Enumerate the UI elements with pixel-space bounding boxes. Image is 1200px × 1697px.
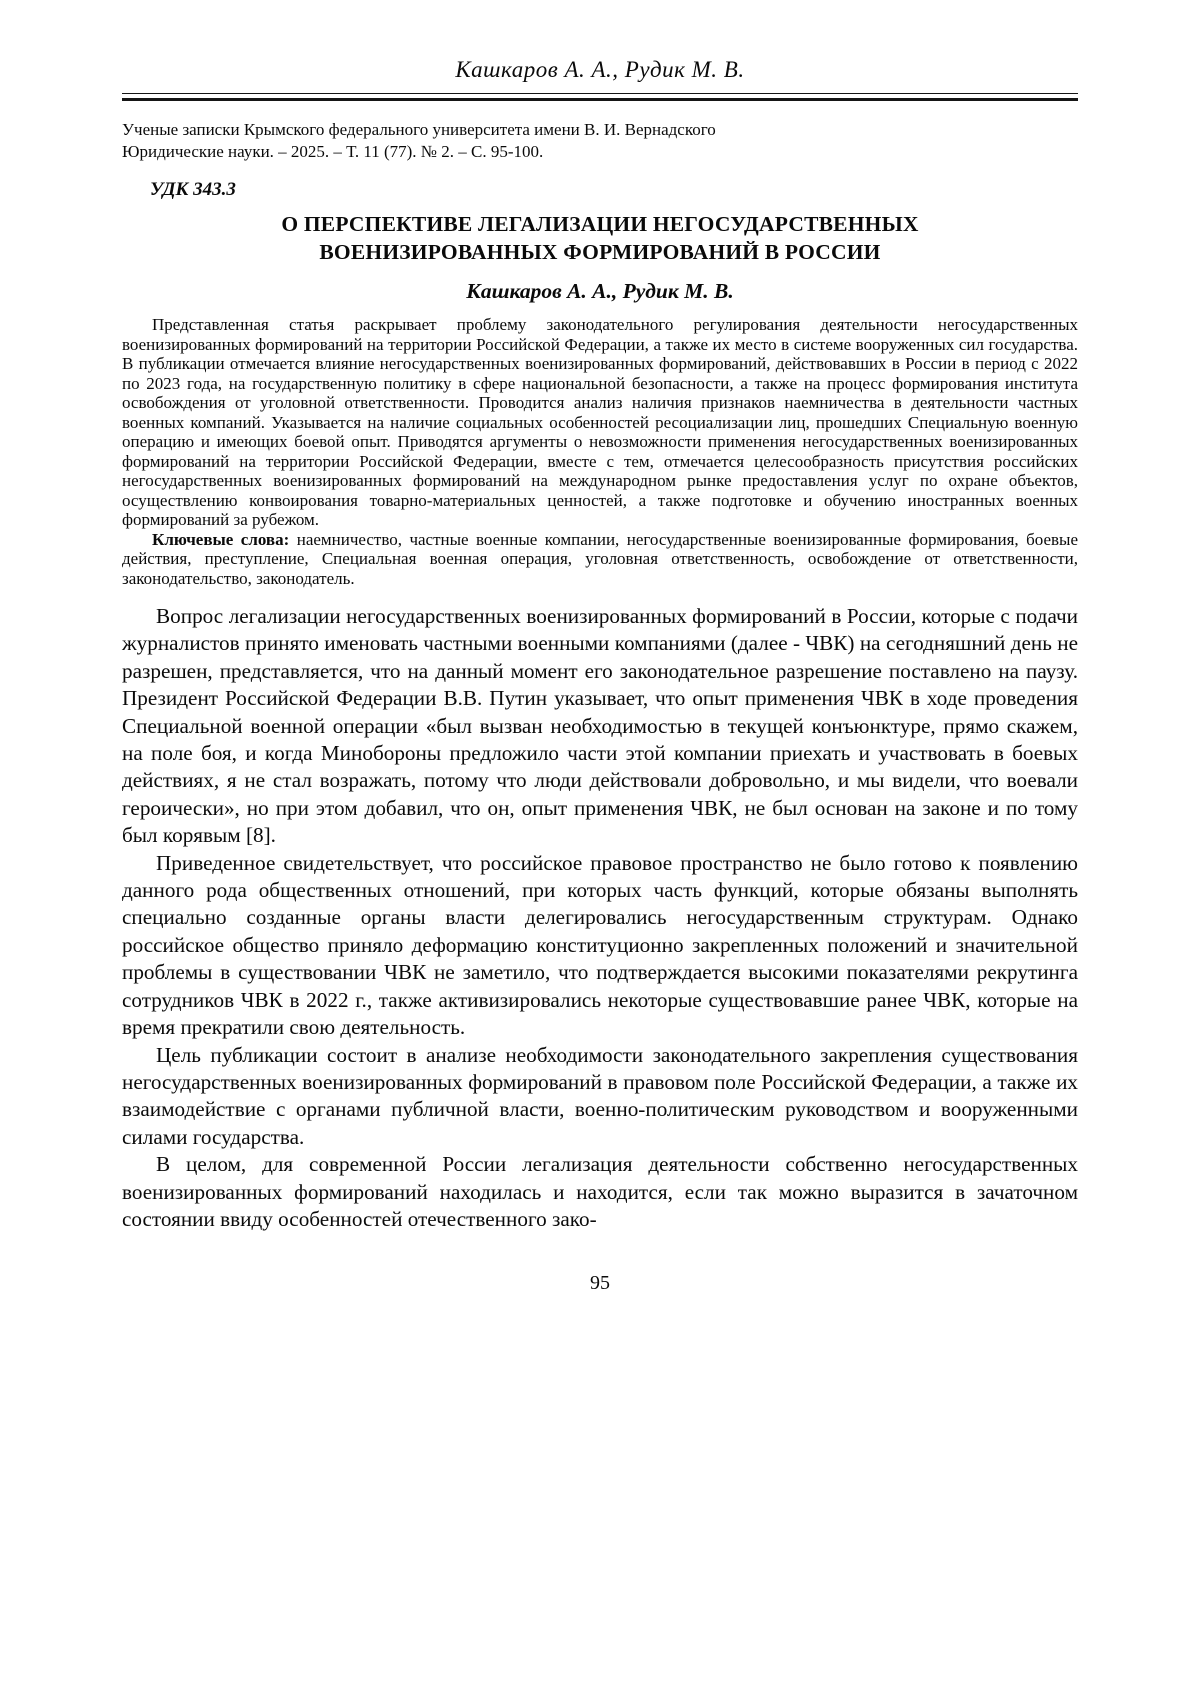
keywords-paragraph — [122, 530, 1078, 589]
page-number: 95 — [590, 1272, 610, 1295]
article-title-line-1: О ПЕРСПЕКТИВЕ ЛЕГАЛИЗАЦИИ НЕГОСУДАРСТВЕННЫХ — [281, 212, 919, 236]
article-authors: Кашкаров А. А., Рудик М. В. — [466, 279, 734, 303]
keywords-label: Ключевые слова: — [152, 529, 290, 549]
keywords-text: наемничество, частные военные компании, негосударственные военизированные формирования, боевые действия, преступление, Специальная военная операция, уголовная ответственность, освобождение от ответственности, законодательство, законодатель. — [122, 529, 1079, 588]
abstract-text: Представленная статья раскрывает проблему законодательного регулирования деятельности негосударственных военизированных формирований на территории Российской Федерации, а также их место в системе вооруженных сил государства. В публикации отмечается влияние негосударственных военизированных формирований, действовавших в России в период с 2022 по 2023 года, на государственную политику в сфере национальной безопасности, а также на процесс формирования института освобождения от уголовной ответственности. Проводится анализ наличия признаков наемничества в деятельности частных военных компаний. Указывается на наличие социальных особенностей ресоциализации лиц, прошедших Специальную военную операцию и имеющих боевой опыт. Приводятся аргументы о невозможности применения негосударственных военизированных формирований на территории Российской Федерации, вместе с тем, отмечается целесообразность присутствия российских негосударственных военизированных формирований на международном рынке предоставления услуг по охране объектов, осуществлению конвоирования товарно-материальных ценностей, а также подготовке и обучению иностранных военных формирований за рубежом. — [122, 315, 1078, 529]
article-body — [122, 603, 1078, 1233]
article-title-line-2: ВОЕНИЗИРОВАННЫХ ФОРМИРОВАНИЙ В РОССИИ — [319, 240, 881, 264]
article-title — [122, 210, 1078, 266]
page-content — [122, 56, 1078, 1295]
citation-line-2: Юридические науки. – 2025. – Т. 11 (77). № 2. – С. 95-100. — [122, 142, 544, 161]
header-rule — [122, 93, 1078, 101]
udc-code: УДК 343.3 — [150, 179, 236, 200]
body-paragraph-3: Цель публикации состоит в анализе необходимости законодательного закрепления существования негосударственных военизированных формирований в правовом поле Российской Федерации, а также их взаимодействие с органами публичной власти, военно-политическим руководством и вооруженными силами государства. — [122, 1042, 1078, 1149]
body-paragraph-1: Вопрос легализации негосударственных военизированных формирований в России, которые с подачи журналистов принято именовать частными военными компаниями (далее - ЧВК) на сегодняшний день не разрешен, представляется, что на данный момент его законодательное разрешение поставлено на паузу. Президент Российской Федерации В.В. Путин указывает, что опыт применения ЧВК в ходе проведения Специальной военной операции «был вызван необходимостью в текущей конъюнктуре, прямо скажем, на поле боя, и когда Минобороны предложило части этой компании приехать и участвовать в боевых действиях, я не стал возражать, потому что люди действовали добровольно, и мы видели, что воевали героически», но при этом добавил, что он, опыт применения ЧВК, не был основан на законе и по тому был корявым [8]. — [122, 604, 1078, 848]
journal-citation — [122, 119, 1078, 163]
body-paragraph-4: В целом, для современной России легализация деятельности собственно негосударственных военизированных формирований находилась и находится, если так можно выразится в зачаточном состоянии ввиду особенностей отечественного зако- — [122, 1152, 1078, 1231]
citation-line-1: Ученые записки Крымского федерального университета имени В. И. Вернадского — [122, 120, 716, 139]
body-paragraph-2: Приведенное свидетельствует, что российское правовое пространство не было готово к появлению данного рода общественных отношений, при которых часть функций, которые обязаны выполнять специально созданные органы власти делегировались негосударственным структурам. Однако российское общество приняло деформацию конституционно закрепленных положений и значительной проблемы в существовании ЧВК не заметило, что подтверждается высокими показателями рекрутинга сотрудников ЧВК в 2022 г., также активизировались некоторые существовавшие ранее ЧВК, которые на время прекратили свою деятельность. — [122, 850, 1078, 1040]
running-head-authors: Кашкаров А. А., Рудик М. В. — [455, 57, 745, 82]
